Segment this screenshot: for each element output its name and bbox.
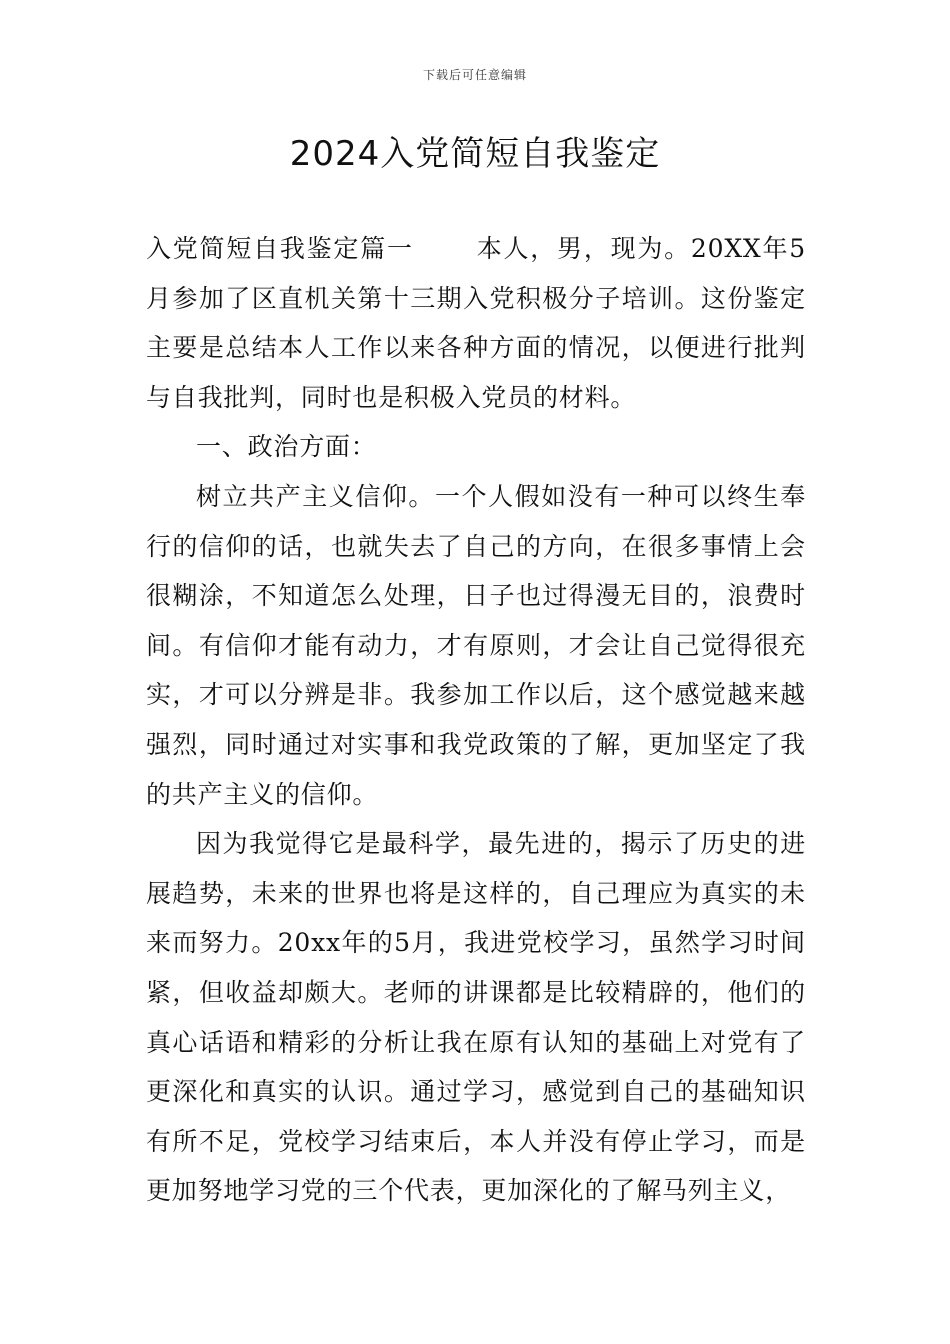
intro-paragraph xyxy=(146,224,806,422)
document-body xyxy=(146,224,806,1216)
document-title: 2024入党简短自我鉴定 xyxy=(289,134,661,174)
paragraph-study: 因为我觉得它是最科学，最先进的，揭示了历史的进展趋势，未来的世界也将是这样的，自己理应为真实的未来而努力。20xx年的5月，我进党校学习，虽然学习时间紧，但收益却颇大。老师的讲课都是比较精辟的，他们的真心话语和精彩的分析让我在原有认知的基础上对党有了更深化和真实的认识。通过学习，感觉到自己的基础知识有所不足，党校学习结束后，本人并没有停止学习，而是更加努地学习党的三个代表，更加深化的了解马列主义， xyxy=(146,829,806,1206)
paragraph-belief: 树立共产主义信仰。一个人假如没有一种可以终生奉行的信仰的话，也就失去了自己的方向，在很多事情上会很糊涂，不知道怎么处理，日子也过得漫无目的，浪费时间。有信仰才能有动力，才有原则，才会让自己觉得很充实，才可以分辨是非。我参加工作以后，这个感觉越来越强烈，同时通过对实事和我党政策的了解，更加坚定了我的共产主义的信仰。 xyxy=(146,481,806,809)
intro-text: 本人，男，现为。20XX年5月参加了区直机关第十三期入党积极分子培训。这份鉴定主要是总结本人工作以来各种方面的情况，以便进行批判与自我批判，同时也是积极入党员的材料。 xyxy=(146,234,806,412)
section-heading-politics: 一、政治方面： xyxy=(196,432,377,462)
intro-heading: 入党简短自我鉴定篇一 xyxy=(146,234,414,263)
header-note: 下载后可任意编辑 xyxy=(422,68,527,82)
